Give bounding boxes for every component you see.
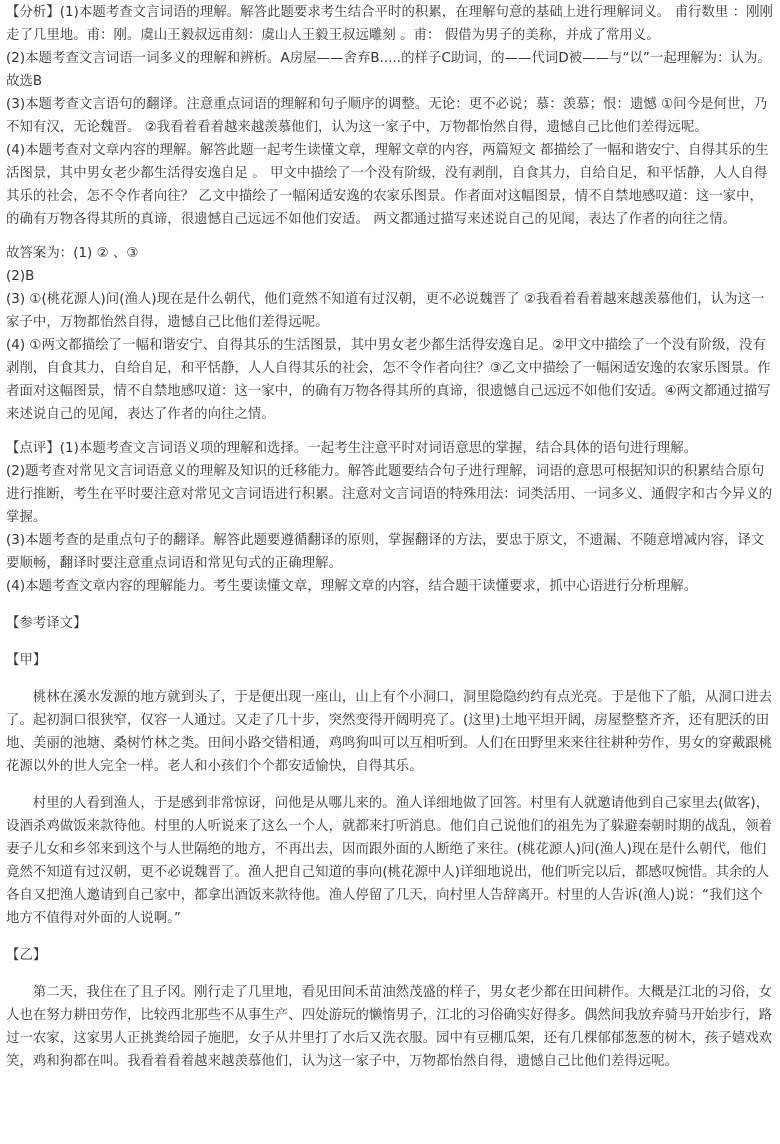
spacer [6, 967, 774, 981]
jia-paragraph-2: 村里的人看到渔人，于是感到非常惊讶，问他是从哪儿来的。渔人详细地做了回答。村里有人就邀请他到自己家里去(做客)，设酒杀鸡做饭来款待他。村里的人听说来了这么一个人，就都来打听消息。他们自己说他们的祖先为了躲避秦朝时期的战乱，领着妻子儿女和乡邻来到这个与人世隔绝的地方，不再出去，因而跟外面的人断绝了来往。(桃花源人)问(渔人)现在是什么朝代，他们竟然不知道有过汉朝，更不必说魏晋了。渔人把自己知道的事向(桃花源中人)详细地说出，他们听完以后，都感叹惋惜。其余的人各自又把渔人邀请到自己家中，都拿出酒饭来款待他。渔人停留了几天，向村里人告辞离开。村里的人告诉(渔人)说：“我们这个地方不值得对外面的人说啊。” [6, 796, 773, 926]
jia-paragraph-1: 桃林在溪水发源的地方就到头了，于是便出现一座山，山上有个小洞口，洞里隐隐约约有点光亮。于是他下了船，从洞口进去了。起初洞口很狭窄，仅容一人通过。又走了几十步，突然变得开阔明亮了。(这里)土地平坦开阔，房屋整整齐齐，还有肥沃的田地、美丽的池塘、桑树竹林之类。田间小路交错相通，鸡鸣狗叫可以互相听到。人们在田野里来来往往耕种劳作，男女的穿戴跟桃花源以外的世人完全一样。老人和小孩们个个都安适愉快，自得其乐。 [6, 690, 773, 774]
spacer [6, 231, 774, 242]
comment-paragraph-4: (4)本题考查文章内容的理解能力。考生要读懂文章，理解文章的内容，结合题干读懂要求，抓中心语进行分析理解。 [6, 579, 698, 594]
section-yi-label: 【乙】 [6, 948, 47, 963]
spacer [6, 930, 774, 944]
answer-intro: 故答案为：(1) ② 、③ [6, 246, 139, 261]
spacer [6, 426, 774, 437]
comment-paragraph-3: (3)本题考查的是重点句子的翻译。解答此题要遵循翻译的原则，掌握翻译的方法，要忠于原文，不遗漏、不随意增减内容，译文要顺畅，翻译时要注意重点词语和常见句式的正确理解。 [6, 533, 765, 571]
answer-3: (3) ①(桃花源人)问(渔人)现在是什么朝代，他们竟然不知道有过汉朝，更不必说魏晋了 ②我看着看着越来越羡慕他们，认为这一家子中，万物都怡然自得，遗憾自己比他们差得远呢。 [6, 292, 765, 330]
analysis-paragraph-2: (2)本题考查文言词语一词多义的理解和辨析。A房屋——舍弃B.....的样子C助词，的——代词D被——与“以”一起理解为：认为。故选B [6, 51, 771, 89]
answer-4: (4) ①两文都描绘了一幅和谐安宁、自得其乐的生活图景，其中男女老少都生活得安逸自足。②甲文中描绘了一个没有阶级，没有剥削，自食其力，自给自足，和平恬静，人人自得其乐的社会，怎不令作者向往？③乙文中描绘了一幅闲适安逸的农家乐图景。作者面对这幅图景，情不自禁地感叹道：这一家中，的确有万物各得其所的真谛，很遗憾自己远远不如他们安适。④两文都通过描写来述说自己的见闻，表达了作者的向往之情。 [6, 338, 771, 422]
yi-paragraph-1: 第二天，我住在了且子冈。刚行走了几里地，看见田间禾苗油然茂盛的样子，男女老少都在田间耕作。大概是江北的习俗，女人也在努力耕田劳作，比较西北那些不从事生产、四处游玩的懒惰男子，江北的习俗确实好得多。偶然间我放弃骑马开始步行，路过一农家，这家男人正挑粪给园子施肥，女子从井里打了水后又洗衣服。园中有豆棚瓜架，还有几棵郁郁葱葱的树木，孩子嬉戏欢笑，鸡和狗都在叫。我看着看着越来越羡慕他们，认为这一家子中，万物都怡然自得，遗憾自己比他们差得远呢。 [6, 985, 773, 1069]
analysis-paragraph-1: 【分析】(1)本题考查文言词语的理解。解答此题要求考生结合平时的积累，在理解句意的基础上进行理解词义。 甫行数里 ：刚刚走了几里地。甫：刚。虞山王毅叔远甫刻：虞山人王毅王叔远雕刻 。甫： 假借为男子的美称，并成了常用义。 [6, 5, 773, 43]
comment-paragraph-1: 【点评】(1)本题考查文言词语义项的理解和选择。一起考生注意平时对词语意思的掌握，结合具体的语句进行理解。 [6, 441, 698, 456]
spacer [6, 598, 774, 612]
analysis-paragraph-3: (3)本题考查文言语句的翻译。注意重点词语的理解和句子顺序的调整。无论：更不必说；慕：羡慕；恨：遗憾 ①问今是何世，乃不知有汉，无论魏晋。 ②我看着看着越来越羡慕他们，认为这一家子中，万物都怡然自得，遗憾自己比他们差得远呢。 [6, 97, 768, 135]
analysis-paragraph-4: (4)本题考查对文章内容的理解。解答此题一起考生读懂文章，理解文章的内容，两篇短文 都描绘了一幅和谐安宁、自得其乐的生活图景，其中男女老少都生活得安逸自足 。 甲文中描绘了一个没有阶级，没有剥削，自食其力，自给自足，和平恬静，人人自得其乐的社会，怎不令作者向往？ 乙文中描绘了一幅闲适安逸的农家乐图景。作者面对这幅图景，情不自禁地感叹道：这一家中，的确有万物各得其所的真谛，很遗憾自己远远不如他们安适。 两文都通过描写来述说自己的见闻，表达了作者的向往之情。 [6, 143, 769, 227]
section-jia-label: 【甲】 [6, 653, 47, 668]
translation-heading: 【参考译文】 [6, 616, 87, 631]
spacer [6, 778, 774, 792]
comment-paragraph-2: (2)题考查对常见文言词语意义的理解及知识的迁移能力。解答此题要结合句子进行理解，词语的意思可根据知识的积累结合原句进行推断，考生在平时要注意对常见文言词语进行积累。注意对文言词语的特殊用法：词类活用、一词多义、通假字和古今异义的掌握。 [6, 464, 773, 525]
spacer [6, 672, 774, 686]
spacer [6, 635, 774, 649]
answer-2: (2)B [6, 269, 35, 284]
